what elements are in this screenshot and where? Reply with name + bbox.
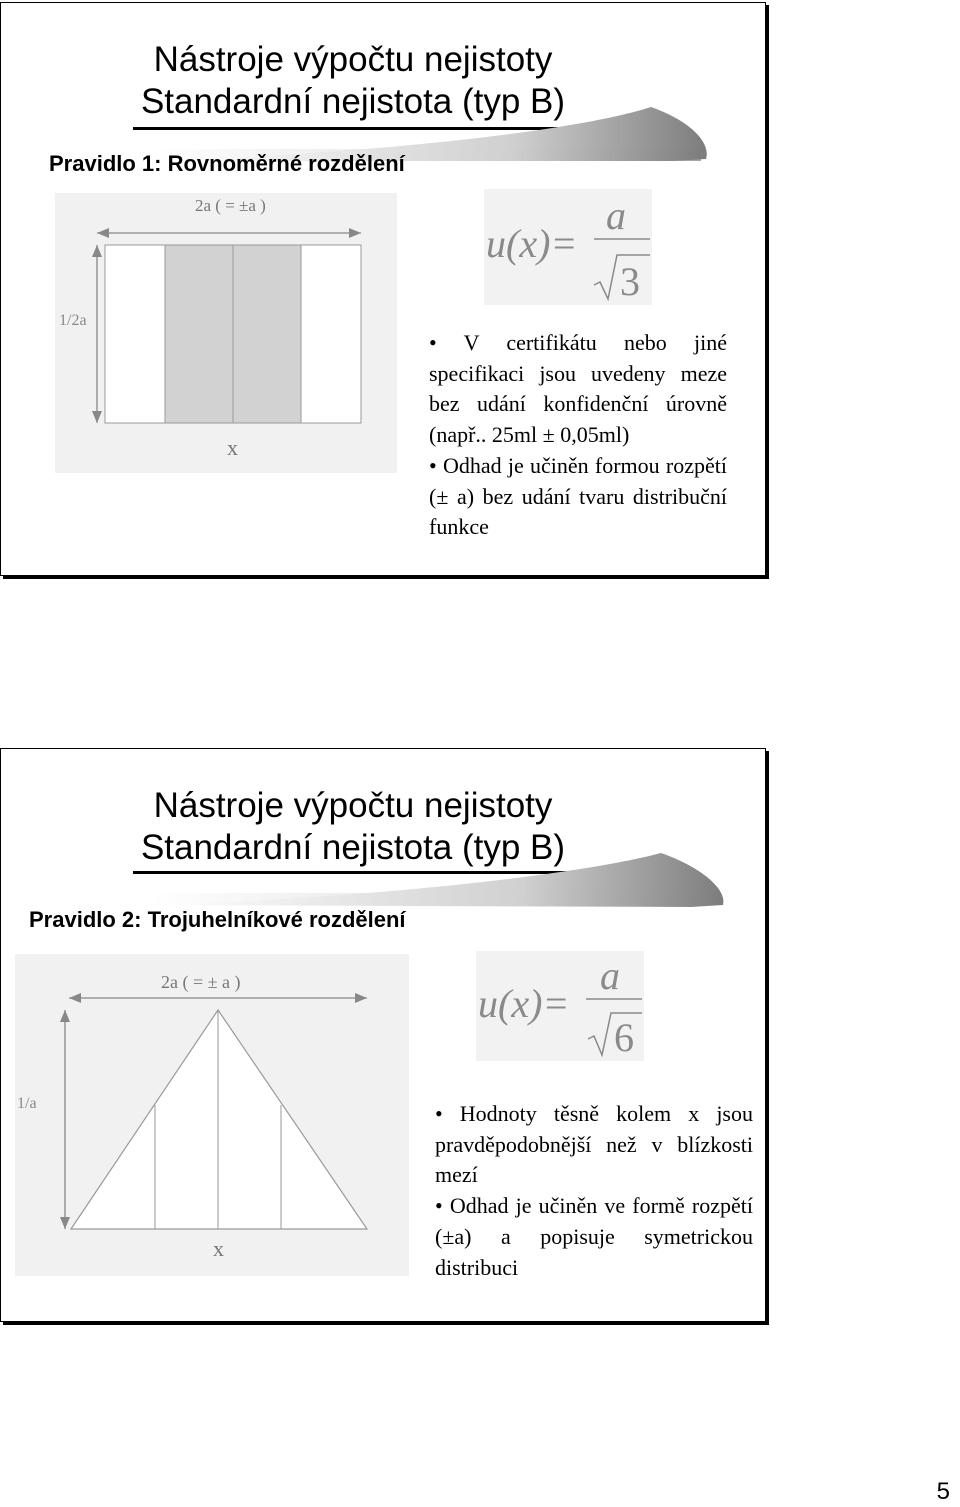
rule-1-heading: Pravidlo 1: Rovnoměrné rozdělení — [49, 151, 405, 176]
height-arrow-bottom-head — [92, 411, 102, 423]
uniform-distribution-diagram — [55, 193, 397, 473]
formula-box — [484, 189, 652, 305]
slide-2-title-line-1: Nástroje výpočtu nejistoty — [153, 786, 553, 825]
triangular-distribution-figure — [15, 954, 409, 1276]
height-label: 1/a — [17, 1095, 37, 1112]
slide-2-title-line-2: Standardní nejistota (typ B) — [140, 828, 566, 867]
slide-1-title-line-1: Nástroje výpočtu nejistoty — [153, 40, 553, 79]
height-arrow-bottom-head — [60, 1217, 70, 1229]
range-arrow-left-head — [97, 228, 109, 238]
bullet-item: • Odhad je učiněn ve formě rozpětí (±a) a popisuje symetrickou distribuci — [435, 1193, 753, 1280]
formula-lhs: u(x)= — [486, 221, 578, 266]
slide-1 — [0, 2, 766, 576]
range-arrow-right-head — [349, 228, 361, 238]
range-arrow-right-head — [355, 993, 367, 1003]
formula-numerator: a — [600, 953, 620, 998]
height-label: 1/2a — [59, 312, 87, 329]
rule-2-heading: Pravidlo 2: Trojuhelníkové rozdělení — [29, 907, 406, 932]
range-label: 2a ( = ± a ) — [161, 972, 241, 992]
range-arrow-left-head — [69, 993, 81, 1003]
bullet-item: • Odhad je učiněn formou rozpětí (± a) bez udání tvaru distribuční funkce — [429, 452, 727, 540]
slide-1-title-line-2: Standardní nejistota (typ B) — [140, 82, 566, 121]
formula-numerator: a — [606, 193, 626, 238]
formula-u-equals-a-over-sqrt3 — [484, 189, 652, 305]
height-arrow-top-head — [60, 1010, 70, 1022]
height-arrow-top-head — [92, 245, 102, 257]
formula-u-equals-a-over-sqrt6 — [476, 951, 644, 1061]
x-axis-label: x — [227, 435, 238, 460]
bullet-item: • V certifikátu nebo jiné specifikaci jsou uvedeny meze bez udání konfidenční úrovně (např.. 25ml ± 0,05ml) — [429, 330, 727, 448]
rule-1-bullets — [429, 328, 727, 543]
bullet-item: • Hodnoty těsně kolem x jsou pravděpodobnější než v blízkosti mezí — [435, 1101, 753, 1188]
rule-2-bullets — [435, 1099, 753, 1283]
triangular-distribution-diagram — [15, 954, 409, 1276]
range-label: 2a ( = ±a ) — [195, 196, 266, 215]
formula-radicand: 6 — [614, 1015, 634, 1060]
x-axis-label: x — [213, 1236, 224, 1261]
page-number: 5 — [936, 1478, 950, 1505]
triangular-density-shape — [71, 1010, 367, 1229]
slide-2 — [0, 748, 766, 1322]
formula-lhs: u(x)= — [478, 981, 570, 1026]
uniform-distribution-figure — [55, 193, 397, 473]
formula-radicand: 3 — [620, 259, 640, 304]
formula-box — [476, 951, 644, 1061]
